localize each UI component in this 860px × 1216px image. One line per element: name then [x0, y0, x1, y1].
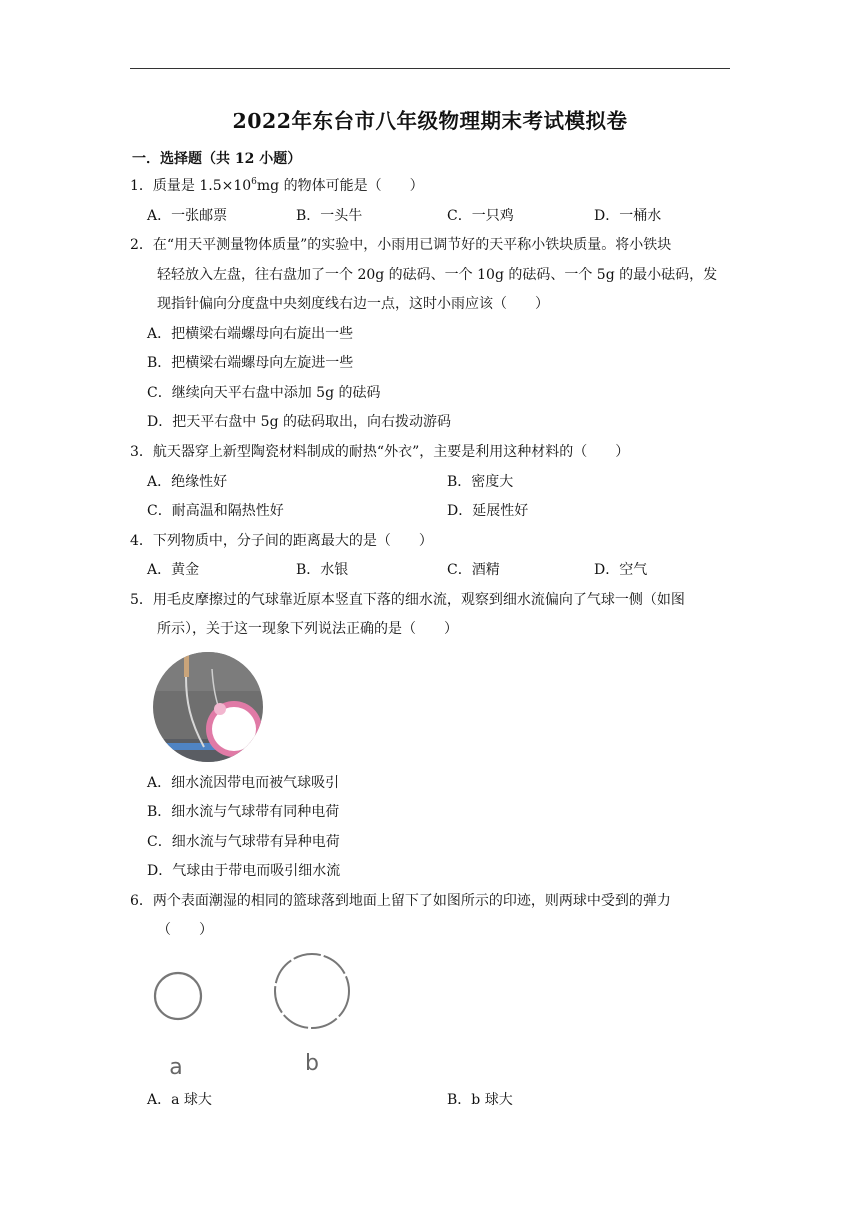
- q1-option-b[interactable]: B．一头牛: [296, 208, 363, 224]
- q4-option-a[interactable]: A．黄金: [147, 562, 200, 578]
- imprint-b-circle: [275, 954, 349, 1028]
- q2-option-b[interactable]: B．把横梁右端螺母向左旋进一些: [147, 355, 354, 371]
- question-5-stem-line-1: 5．用毛皮摩擦过的气球靠近原本竖直下落的细水流，观察到细水流偏向了气球一侧（如图: [130, 592, 685, 608]
- q2-option-a[interactable]: A．把横梁右端螺母向右旋出一些: [147, 326, 354, 342]
- q5-option-a[interactable]: A．细水流因带电而被气球吸引: [147, 775, 340, 791]
- ball-imprints-figure: [140, 948, 380, 1078]
- imprint-a-circle: [155, 973, 201, 1019]
- q3-option-c[interactable]: C．耐高温和隔热性好: [147, 503, 284, 519]
- question-6-stem-line-1: 6．两个表面潮湿的相同的篮球落到地面上留下了如图所示的印迹，则两球中受到的弹力: [130, 893, 671, 909]
- q4-option-c[interactable]: C．酒精: [447, 562, 500, 578]
- q5-option-c[interactable]: C．细水流与气球带有异种电荷: [147, 834, 340, 850]
- q3-option-b[interactable]: B．密度大: [447, 474, 514, 490]
- q3-option-a[interactable]: A．绝缘性好: [147, 474, 228, 490]
- q1-option-c[interactable]: C．一只鸡: [447, 208, 514, 224]
- q5-option-d[interactable]: D．气球由于带电而吸引细水流: [147, 863, 341, 879]
- question-4-stem: 4．下列物质中，分子间的距离最大的是（ ）: [130, 533, 433, 549]
- question-3-stem: 3．航天器穿上新型陶瓷材料制成的耐热“外衣”，主要是利用这种材料的（ ）: [130, 444, 630, 460]
- q6-option-a[interactable]: A．a 球大: [147, 1092, 212, 1108]
- section-heading: 一．选择题（共 12 小题）: [132, 151, 302, 167]
- q1-option-d[interactable]: D．一桶水: [594, 208, 662, 224]
- question-5-stem-line-2: 所示），关于这一现象下列说法正确的是（ ）: [157, 621, 458, 637]
- q5-option-b[interactable]: B．细水流与气球带有同种电荷: [147, 804, 340, 820]
- question-2-stem-line-2: 轻轻放入左盘，往右盘加了一个 20g 的砝码、一个 10g 的砝码、一个 5g 的最小砝码，发: [157, 267, 718, 283]
- q4-option-d[interactable]: D．空气: [594, 562, 648, 578]
- header-rule: [130, 68, 730, 69]
- q3-option-d[interactable]: D．延展性好: [447, 503, 529, 519]
- q4-option-b[interactable]: B．水银: [296, 562, 349, 578]
- imprint-a-label: a: [169, 1055, 183, 1078]
- q6-option-b[interactable]: B．b 球大: [447, 1092, 513, 1108]
- question-2-stem-line-1: 2．在“用天平测量物体质量”的实验中，小雨用已调节好的天平称小铁块质量。将小铁块: [130, 237, 672, 253]
- balloon-water-stream-photo: [150, 651, 266, 763]
- q2-option-d[interactable]: D．把天平右盘中 5g 的砝码取出，向右拨动游码: [147, 414, 451, 430]
- imprint-b-label: b: [305, 1051, 319, 1076]
- question-2-stem-line-3: 现指针偏向分度盘中央刻度线右边一点，这时小雨应该（ ）: [157, 296, 549, 312]
- question-1-stem: 1．质量是 $1.5\times 10^6mg$ 的物体可能是（ ）: [130, 177, 424, 194]
- q1-option-a[interactable]: A．一张邮票: [147, 208, 228, 224]
- question-6-stem-line-2: （ ）: [157, 922, 213, 938]
- q2-option-c[interactable]: C．继续向天平右盘中添加 5g 的砝码: [147, 385, 381, 401]
- page-title: 2022年东台市八年级物理期末考试模拟卷: [232, 109, 628, 133]
